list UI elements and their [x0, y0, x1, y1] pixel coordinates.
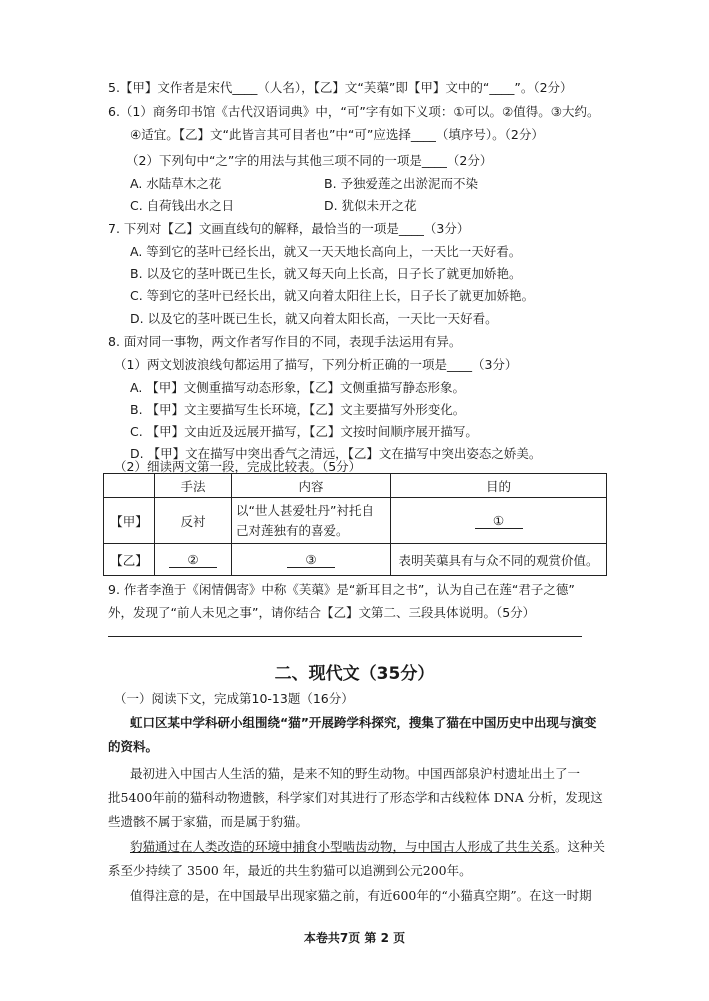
row-purpose	[391, 498, 607, 544]
question-8-option-b: B. 【甲】文主要描写生长环境，【乙】文主要描写外形变化。	[130, 402, 466, 417]
question-8-option-a: A. 【甲】文侧重描写动态形象，【乙】文侧重描写静态形象。	[130, 380, 466, 395]
intro-line-2: 的资料。	[108, 739, 159, 754]
answer-blank-3: ③	[287, 552, 335, 568]
section-title: 二、现代文（35分）	[274, 664, 435, 684]
question-6-stem: 6.（1）商务印书馆《古代汉语词典》中，“可”字有如下义项：①可以。②值得。③大约。	[108, 104, 600, 119]
row-content: 以“世人甚爱牡丹”衬托自己对莲独有的喜爱。	[232, 498, 391, 544]
row-label: 【乙】	[104, 544, 155, 576]
question-8-option-c: C. 【甲】文由近及远展开描写，【乙】文按时间顺序展开描写。	[130, 424, 478, 439]
table-row	[104, 544, 607, 576]
table-header-purpose: 目的	[391, 474, 607, 498]
section-subtitle: （一）阅读下文，完成第10-13题（16分）	[114, 691, 354, 706]
passage-p2-line2: 系至少持续了 3500 年，最近的共生豹猫可以追溯到公元200年。	[108, 863, 472, 878]
question-8-sub1: （1）两文划波浪线句都运用了描写，下列分析正确的一项是____（3分）	[114, 357, 518, 372]
passage-p1-line3: 些遗骸不属于家猫，而是属于豹猫。	[108, 814, 309, 829]
row-method: 反衬	[155, 498, 232, 544]
table-header-method: 手法	[155, 474, 232, 498]
question-9-line2: 外，发现了“前人未见之事”，请你结合【乙】文第二、三段具体说明。（5分）	[108, 605, 536, 620]
question-6-stem-end: ”中“可”应选择____（填序号）。（2分）	[328, 127, 544, 142]
question-8-option-d: D. 【甲】文在描写中突出香气之清远，【乙】文在描写中突出姿态之娇美。	[130, 446, 542, 461]
question-7-option-b: B. 以及它的茎叶既已生长，就又每天向上长高，日子长了就更加娇艳。	[130, 266, 522, 281]
answer-line	[108, 636, 582, 637]
row-content	[232, 544, 391, 576]
passage-p1-line1: 最初进入中国古人生活的猫，是来不知的野生动物。中国西部泉沪村遗址出土了一	[130, 766, 581, 781]
question-6-option-a: A. 水陆草木之花	[130, 176, 222, 191]
row-label: 【甲】	[104, 498, 155, 544]
answer-blank-2: ②	[169, 552, 217, 568]
question-5: 5.【甲】文作者是宋代____（人名），【乙】文“芙蕖”即【甲】文中的“____”。（2分）	[108, 80, 573, 95]
table-header-blank	[104, 474, 155, 498]
question-8-sub2: （2）细读两文第一段，完成比较表。（5分）	[114, 459, 362, 474]
row-purpose: 表明芙蕖具有与众不同的观赏价值。	[391, 544, 607, 576]
passage-p3-line1: 值得注意的是，在中国最早出现家猫之前，有近600年的“小猫真空期”。在这一时期	[130, 888, 592, 903]
question-6-option-b: B. 予独爱莲之出淤泥而不染	[324, 176, 479, 191]
table-header-content: 内容	[232, 474, 391, 498]
question-6-sub2: （2）下列句中“之”字的用法与其他三项不同的一项是____（2分）	[126, 153, 493, 168]
question-7-stem: 7. 下列对【乙】文画直线句的解释，最恰当的一项是____（3分）	[108, 221, 470, 236]
passage-p2-line1	[130, 838, 605, 856]
passage-p2-line1-rest: 。这种关	[555, 839, 606, 854]
answer-blank-1: ①	[475, 513, 523, 529]
intro-line-1: 虹口区某中学科研小组围绕“猫”开展跨学科探究，搜集了猫在中国历史中出现与演变	[130, 715, 597, 730]
question-9-line1: 9. 作者李渔于《闲情偶寄》中称《芙蕖》是“新耳目之书”，认为自己在莲“君子之德”	[108, 582, 575, 597]
question-7-option-d: D. 以及它的茎叶既已生长，就又向着太阳长高，一天比一天好看。	[130, 311, 498, 326]
question-6-option-c: C. 自荷钱出水之日	[130, 198, 235, 213]
question-6-stem-cont-text: ④适宜。【乙】文“	[130, 127, 229, 142]
question-7-option-a: A. 等到它的茎叶已经长出，就又一天天地长高向上，一天比一天好看。	[130, 244, 522, 259]
table-row	[104, 498, 607, 544]
question-7-option-c: C. 等到它的茎叶已经长出，就又向着太阳往上长，日子长了就更加娇艳。	[130, 288, 535, 303]
page-footer: 本卷共7页 第 2 页	[303, 931, 406, 945]
question-6-quote: 此皆言其可目者也	[228, 127, 329, 142]
table-header-row	[104, 474, 607, 498]
underlined-sentence: 豹猫通过在人类改造的环境中捕食小型啮齿动物，与中国古人形成了共生关系	[130, 839, 556, 854]
passage-p1-line2: 批5400年前的猫科动物遗骸，科学家们对其进行了形态学和古线粒体 DNA 分析，发现这	[108, 790, 603, 805]
question-8-stem: 8. 面对同一事物，两文作者写作目的不同，表现手法运用有异。	[108, 334, 462, 349]
row-method	[155, 544, 232, 576]
comparison-table	[103, 473, 607, 576]
question-6-stem-cont	[130, 126, 544, 144]
question-6-option-d: D. 犹似未开之花	[324, 198, 417, 213]
